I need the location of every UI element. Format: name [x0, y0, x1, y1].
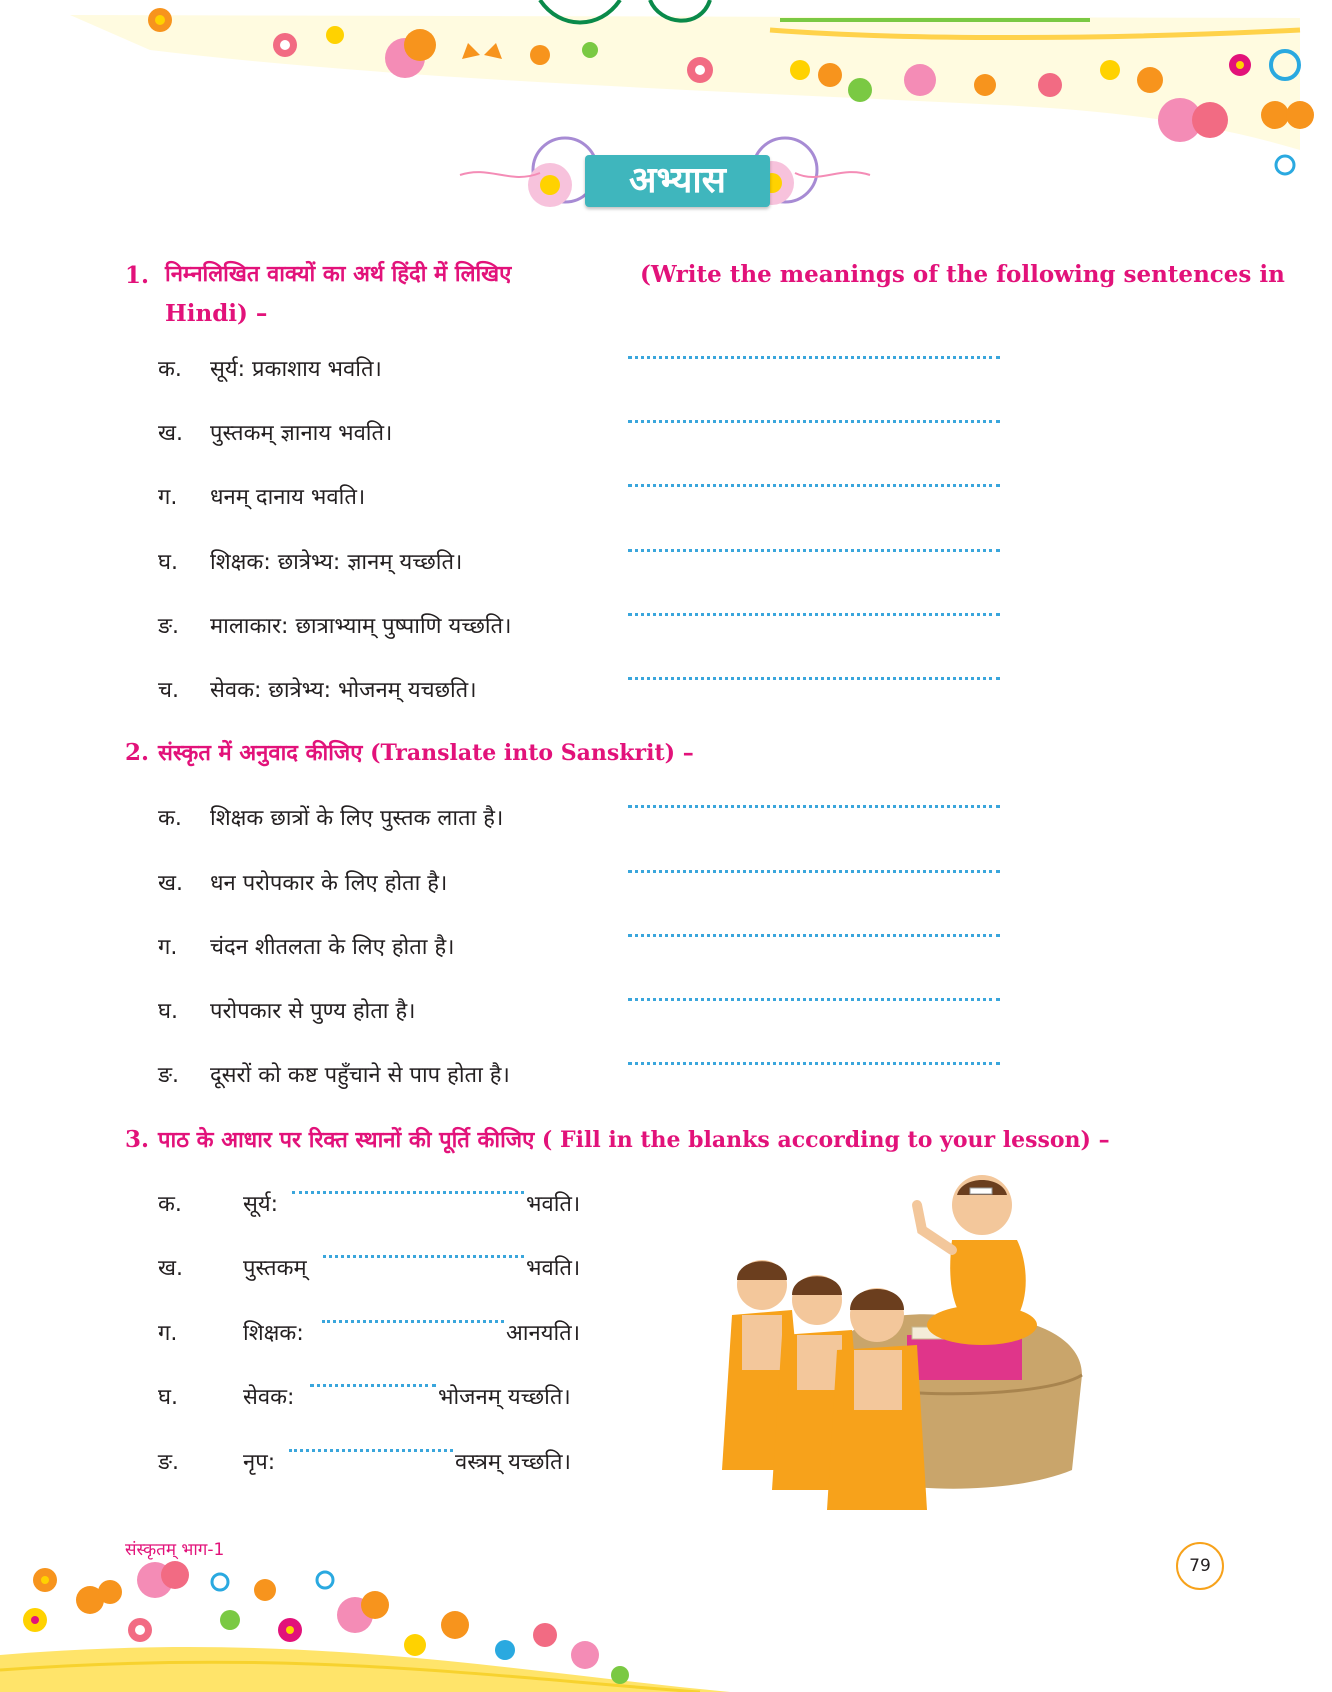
q1-item-text: सेवक: छात्रेभ्य: भोजनम् यचछति।	[210, 678, 477, 703]
q1-item-text: शिक्षक: छात्रेभ्य: ज्ञानम् यच्छति।	[210, 550, 463, 575]
blank-line[interactable]	[323, 1255, 524, 1258]
answer-line[interactable]	[628, 1062, 1000, 1065]
q2-item-text: धन परोपकार के लिए होता है।	[210, 871, 448, 896]
q3-item-start: सेवक:	[243, 1385, 295, 1410]
q2-item-label: घ.	[158, 999, 178, 1024]
q1-item-label: च.	[158, 678, 179, 703]
page-number: 79	[1176, 1542, 1224, 1590]
q2-item-text: शिक्षक छात्रों के लिए पुस्तक लाता है।	[210, 806, 504, 831]
answer-line[interactable]	[628, 420, 1000, 423]
q3-title: पाठ के आधार पर रिक्त स्थानों की पूर्ति कीजिए ( Fill in the blanks according to your lesson) –	[158, 1127, 1110, 1153]
q2-item-label: ख.	[158, 871, 183, 896]
answer-line[interactable]	[628, 613, 1000, 616]
q3-item-label: ङ.	[158, 1450, 180, 1475]
q3-item-end: आनयति।	[506, 1321, 581, 1346]
q1-item-text: धनम् दानाय भवति।	[210, 485, 366, 510]
q2-item-label: ङ.	[158, 1063, 180, 1088]
q1-item-label: घ.	[158, 550, 178, 575]
q2-number: 2.	[125, 739, 150, 766]
q3-number: 3.	[125, 1126, 150, 1153]
q3-item-start: नृप:	[243, 1450, 276, 1475]
q3-item-start: शिक्षक:	[243, 1321, 304, 1346]
q1-title-en-cont: Hindi) –	[165, 300, 268, 327]
q2-item-text: चंदन शीतलता के लिए होता है।	[210, 935, 455, 960]
answer-line[interactable]	[628, 998, 1000, 1001]
answer-line[interactable]	[628, 934, 1000, 937]
q3-item-label: ख.	[158, 1256, 183, 1281]
footer-decoration	[0, 1560, 1332, 1692]
q3-item-end: भवति।	[526, 1192, 581, 1217]
q2-item-label: क.	[158, 806, 182, 831]
answer-line[interactable]	[628, 549, 1000, 552]
answer-line[interactable]	[628, 870, 1000, 873]
q3-item-label: घ.	[158, 1385, 178, 1410]
q3-item-end: वस्त्रम् यच्छति।	[455, 1450, 571, 1475]
blank-line[interactable]	[322, 1320, 504, 1323]
q1-item-text: पुस्तकम् ज्ञानाय भवति।	[210, 421, 393, 446]
q1-item-text: सूर्य: प्रकाशाय भवति।	[210, 357, 382, 382]
book-title: संस्कृतम् भाग-1	[125, 1540, 225, 1560]
page-heading: अभ्यास	[628, 160, 727, 201]
q1-item-label: क.	[158, 357, 182, 382]
q2-title: संस्कृत में अनुवाद कीजिए (Translate into Sanskrit) –	[158, 740, 694, 766]
answer-line[interactable]	[628, 484, 1000, 487]
q3-item-start: सूर्य:	[243, 1192, 279, 1217]
q3-item-end: भवति।	[526, 1256, 581, 1281]
q2-item-text: परोपकार से पुण्य होता है।	[210, 999, 416, 1024]
blank-line[interactable]	[289, 1449, 453, 1452]
blank-line[interactable]	[310, 1384, 436, 1387]
q1-item-text: मालाकार: छात्राभ्याम् पुष्पाणि यच्छति।	[210, 614, 512, 639]
q1-item-label: ग.	[158, 485, 178, 510]
answer-line[interactable]	[628, 356, 1000, 359]
q1-title-en: (Write the meanings of the following sentences in	[640, 261, 1285, 288]
q1-number: 1.	[125, 262, 150, 289]
q1-item-label: ख.	[158, 421, 183, 446]
q2-item-label: ग.	[158, 935, 178, 960]
answer-line[interactable]	[628, 805, 1000, 808]
blank-line[interactable]	[292, 1191, 524, 1194]
q3-item-label: ग.	[158, 1321, 178, 1346]
q1-item-label: ङ.	[158, 614, 180, 639]
q3-item-end: भोजनम् यच्छति।	[438, 1385, 571, 1410]
q3-item-start: पुस्तकम्	[243, 1256, 307, 1281]
q3-item-label: क.	[158, 1192, 182, 1217]
q1-title: निम्नलिखित वाक्यों का अर्थ हिंदी में लिखिए	[165, 262, 512, 287]
teacher-students-illustration	[712, 1150, 1112, 1525]
heading-badge	[450, 125, 880, 215]
q2-item-text: दूसरों को कष्ट पहुँचाने से पाप होता है।	[210, 1063, 510, 1088]
answer-line[interactable]	[628, 677, 1000, 680]
